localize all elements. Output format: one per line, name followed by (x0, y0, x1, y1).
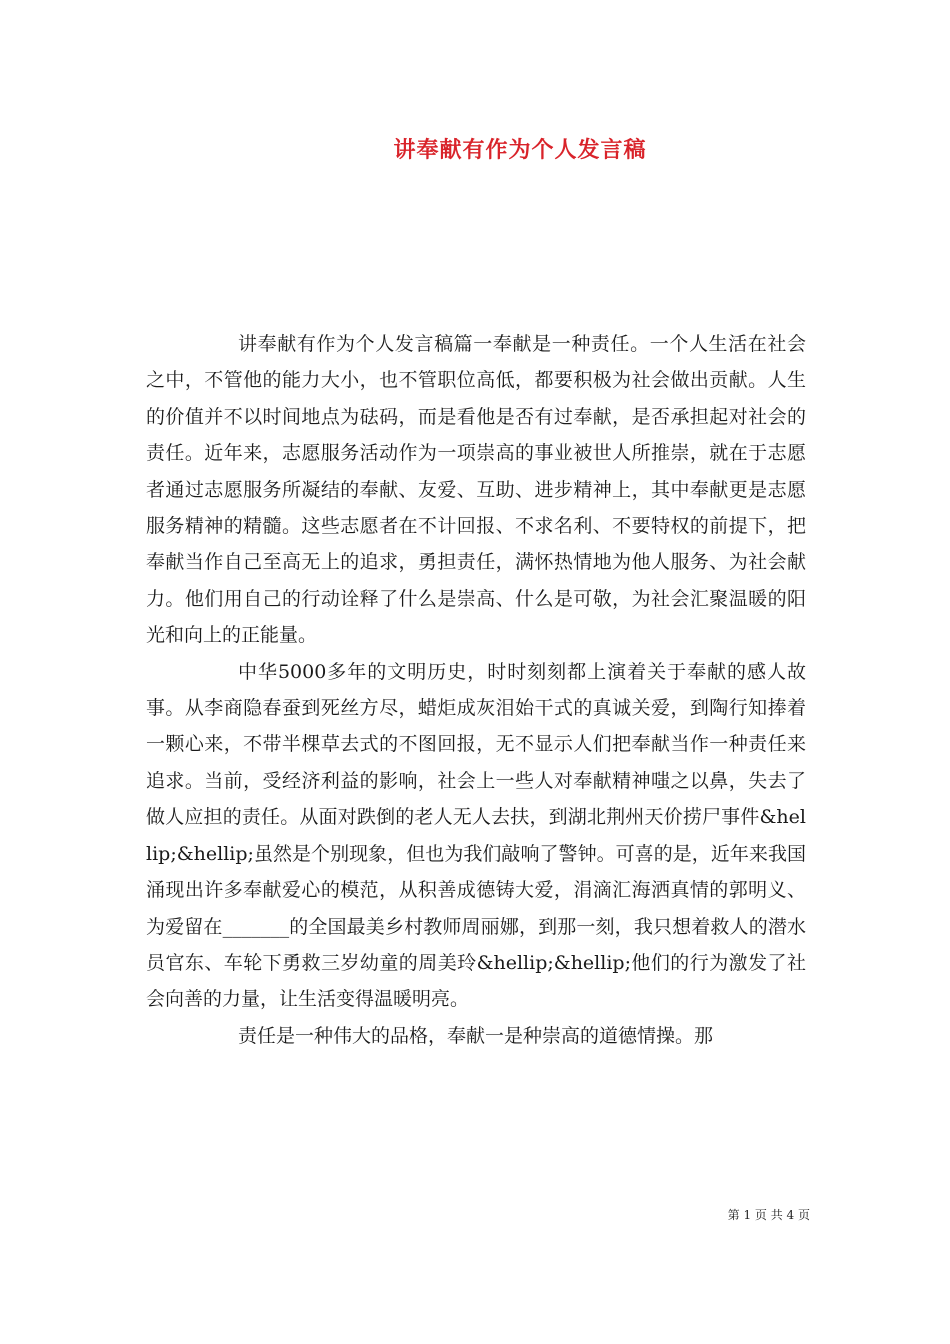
page-number-footer: 第 1 页 共 4 页 (727, 1208, 810, 1222)
document-body (146, 326, 806, 1054)
paragraph-1: 讲奉献有作为个人发言稿篇一奉献是一种责任。一个人生活在社会之中，不管他的能力大小，也不管职位高低，都要积极为社会做出贡献。人生的价值并不以时间地点为砝码，而是看他是否有过奉献，是否承担起对社会的责任。近年来，志愿服务活动作为一项崇高的事业被世人所推崇，就在于志愿者通过志愿服务所凝结的奉献、友爱、互助、进步精神上，其中奉献更是志愿服务精神的精髓。这些志愿者在不计回报、不求名利、不要特权的前提下，把奉献当作自己至高无上的追求，勇担责任，满怀热情地为他人服务、为社会献力。他们用自己的行动诠释了什么是崇高、什么是可敬，为社会汇聚温暖的阳光和向上的正能量。 (146, 333, 806, 647)
document-title: 讲奉献有作为个人发言稿 (393, 137, 647, 163)
paragraph-3: 责任是一种伟大的品格，奉献一是种崇高的道德情操。那 (238, 1024, 714, 1047)
paragraph-2: 中华5000多年的文明历史，时时刻刻都上演着关于奉献的感人故事。从李商隐春蚕到死丝方尽，蜡炬成灰泪始干式的真诚关爱，到陶行知捧着一颗心来，不带半棵草去式的不图回报，无不显示人们把奉献当作一种责任来追求。当前，受经济利益的影响，社会上一些人对奉献精神嗤之以鼻，失去了做人应担的责任。从面对跌倒的老人无人去扶，到湖北荆州天价捞尸事件&hellip;&hellip;虽然是个别现象，但也为我们敲响了警钟。可喜的是，近年来我国涌现出许多奉献爱心的模范，从积善成德铸大爱，涓滴汇海洒真情的郭明义、为爱留在_______的全国最美乡村教师周丽娜，到那一刻，我只想着救人的潜水员官东、车轮下勇救三岁幼童的周美玲&hellip;&hellip;他们的行为激发了社会向善的力量，让生活变得温暖明亮。 (146, 660, 806, 1011)
